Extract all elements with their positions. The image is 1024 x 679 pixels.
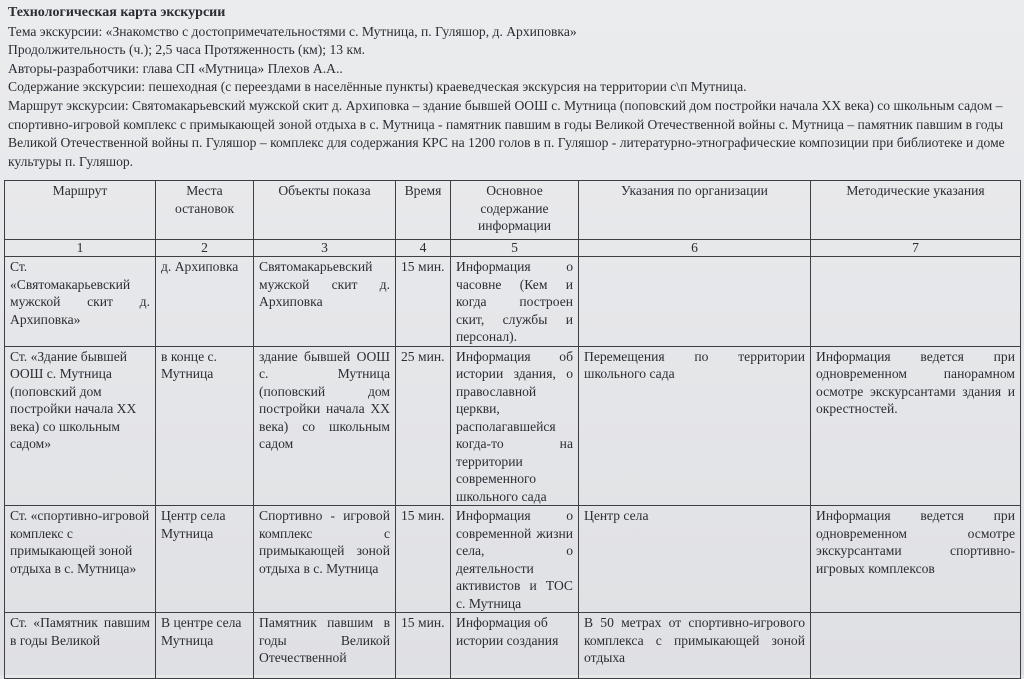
- column-number: 1: [5, 240, 156, 257]
- cell-time: 15 мин.: [396, 506, 451, 613]
- cell-organization: Перемещения по территории школьного сада: [579, 346, 811, 506]
- cell-stop: д. Архиповка: [156, 257, 254, 347]
- column-number-row: [5, 240, 1021, 257]
- column-number: 6: [579, 240, 811, 257]
- column-number: 3: [254, 240, 396, 257]
- excursion-duration: Продолжительность (ч.); 2,5 часа Протяженность (км); 13 км.: [8, 42, 366, 58]
- cell-stop: Центр села Мутница: [156, 506, 254, 613]
- column-header-objects: Объекты показа: [254, 181, 396, 240]
- column-number: 4: [396, 240, 451, 257]
- cell-time: 25 мин.: [396, 346, 451, 506]
- column-header-stops: Места остановок: [156, 181, 254, 240]
- column-header-route: Маршрут: [5, 181, 156, 240]
- cell-time: 15 мин.: [396, 613, 451, 679]
- cell-methodical: Информация ведется при одновременном панорамном осмотре экскурсантами здания и окрестностей.: [811, 346, 1021, 506]
- cell-stop: В центре села Мутница: [156, 613, 254, 679]
- cell-object: Святомакарьевский мужской скит д. Архиповка: [254, 257, 396, 347]
- table-row: [5, 613, 1021, 679]
- column-header-info: Основное содержание информации: [451, 181, 579, 240]
- cell-object: Спортивно - игровой комплекс с примыкающей зоной отдыха в с. Мутница: [254, 506, 396, 613]
- column-number: 2: [156, 240, 254, 257]
- document-header: [8, 4, 1013, 171]
- column-number: 5: [451, 240, 579, 257]
- cell-route: Ст. «спортивно-игровой комплекс с примыкающей зоной отдыха в с. Мутница»: [5, 506, 156, 613]
- table-header-row: [5, 181, 1021, 240]
- excursion-theme: Тема экскурсии: «Знакомство с достопримечательностями с. Мутница, п. Гуляшор, д. Архиповка»: [8, 23, 577, 39]
- cell-info: Информация о современной жизни села, о деятельности активистов и ТОС с. Мутница: [451, 506, 579, 613]
- cell-organization: В 50 метрах от спортивно-игрового комплекса с примыкающей зоной отдыха: [579, 613, 811, 679]
- cell-info: Информация о часовне (Кем и когда построен скит, службы и персонал).: [451, 257, 579, 347]
- cell-route: Ст. «Здание бывшей ООШ с. Мутница (поповский дом постройки начала XX века) со школьным садом»: [5, 346, 156, 506]
- cell-stop: в конце с. Мутница: [156, 346, 254, 506]
- table-row: [5, 506, 1021, 613]
- cell-time: 15 мин.: [396, 257, 451, 347]
- cell-object: здание бывшей ООШ с. Мутница (поповский дом постройки начала XX века) со школьным садом: [254, 346, 396, 506]
- table-row: [5, 346, 1021, 506]
- document-title: Технологическая карта экскурсии: [8, 5, 226, 20]
- cell-object: Памятник павшим в годы Великой Отечественной: [254, 613, 396, 679]
- cell-info: Информация об истории создания: [451, 613, 579, 679]
- cell-methodical: Информация ведется при одновременном осмотре экскурсантами спортивно-игровых комплексов: [811, 506, 1021, 613]
- cell-info: Информация об истории здания, о православной церкви, располагавшейся когда-то на территории современного школьного сада: [451, 346, 579, 506]
- cell-route: Ст. «Святомакарьевский мужской скит д. Архиповка»: [5, 257, 156, 347]
- excursion-route: Маршрут экскурсии: Святомакарьевский мужской скит д. Архиповка – здание бывшей ООШ с. Мутница (поповский дом постройки начала XX века) со школьным садом – спортивно-игровой комплекс с примыкающей зоной отдыха в с. Мутница - памятник павшим в годы Великой Отечественной войны с. Мутница – памятник павшим в годы Великой Отечественной войны п. Гуляшор – комплекс для содержания КРС на 1200 голов в п. Гуляшор - литературно-этнографические композиции при библиотеке и доме культуры п. Гуляшор.: [8, 97, 1005, 169]
- column-number: 7: [811, 240, 1021, 257]
- excursion-content: Содержание экскурсии: пешеходная (с переездами в населённые пункты) краеведческая экскурсия на территории с\п Мутница.: [8, 79, 747, 95]
- cell-organization: [579, 257, 811, 347]
- column-header-time: Время: [396, 181, 451, 240]
- cell-organization: Центр села: [579, 506, 811, 613]
- route-table: [4, 180, 1021, 679]
- cell-route: Ст. «Памятник павшим в годы Великой: [5, 613, 156, 679]
- column-header-organization: Указания по организации: [579, 181, 811, 240]
- cell-methodical: [811, 257, 1021, 347]
- excursion-authors: Авторы-разработчики: глава СП «Мутница» Плехов А.А..: [8, 60, 343, 76]
- table-row: [5, 257, 1021, 347]
- column-header-methodical: Методические указания: [811, 181, 1021, 240]
- cell-methodical: [811, 613, 1021, 679]
